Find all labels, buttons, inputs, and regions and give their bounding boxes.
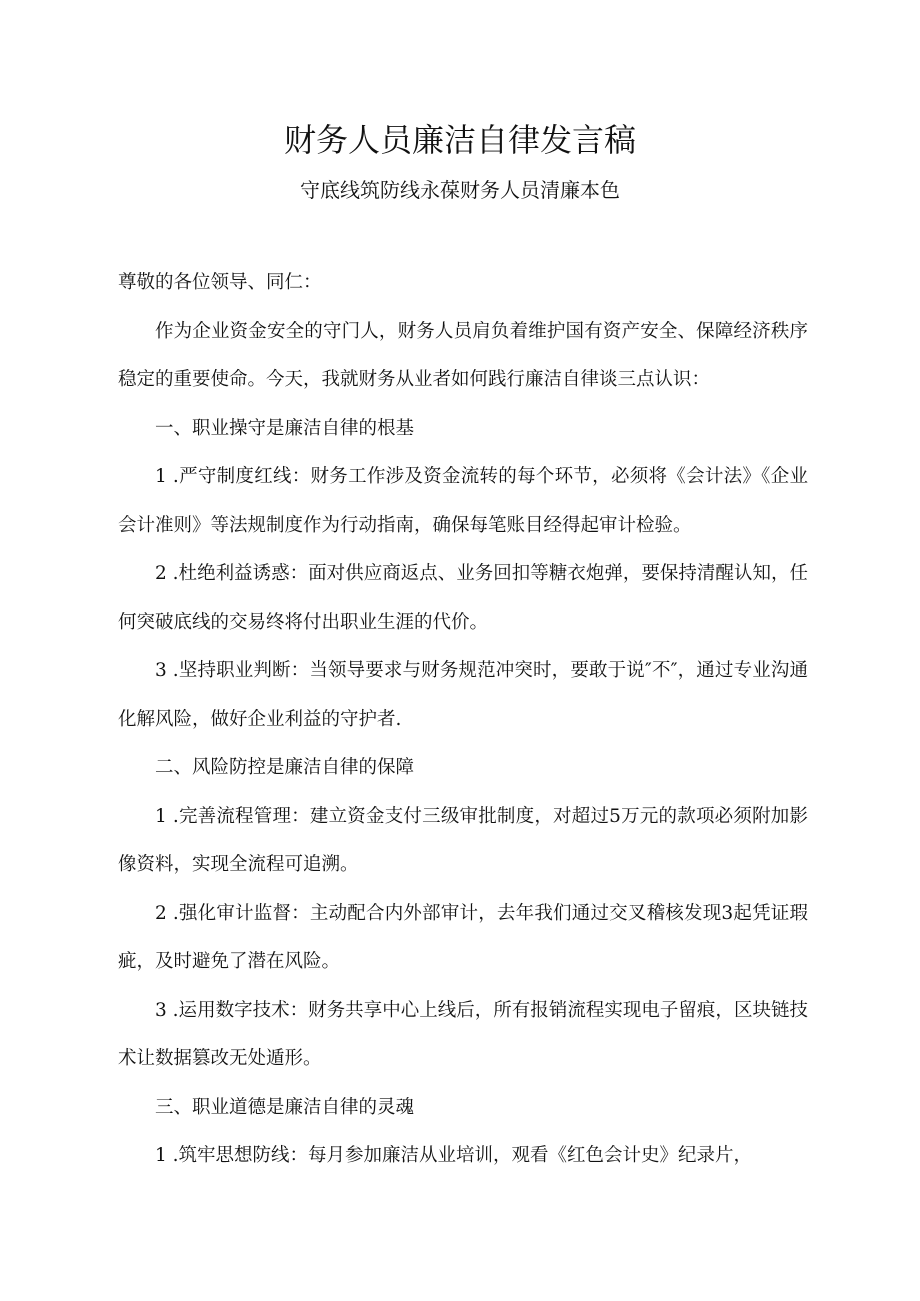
document-body (118, 259, 808, 1181)
section-2-item-1: 1 .完善流程管理：建立资金支付三级审批制度，对超过5万元的款项必须附加影像资料，实现全流程可追溯。 (118, 805, 808, 875)
section-1-item-1: 1 .严守制度红线：财务工作涉及资金流转的每个环节，必须将《会计法》《企业会计准则》等法规制度作为行动指南，确保每笔账目经得起审计检验。 (118, 466, 808, 536)
document-title: 财务人员廉洁自律发言稿 (283, 121, 636, 159)
document-subtitle: 守底线筑防线永葆财务人员清廉本色 (300, 178, 620, 202)
section-2-item-2: 2 .强化审计监督：主动配合内外部审计，去年我们通过交叉稽核发现3起凭证瑕疵，及时避免了潜在风险。 (118, 902, 808, 972)
section-1-item-3: 3 .坚持职业判断：当领导要求与财务规范冲突时，要敢于说″不″，通过专业沟通化解风险，做好企业利益的守护者. (118, 660, 808, 730)
section-3-item-1: 1 .筑牢思想防线：每月参加廉洁从业培训，观看《红色会计史》纪录片， (155, 1145, 753, 1166)
section-1-item-2: 2 .杜绝利益诱惑：面对供应商返点、业务回扣等糖衣炮弹，要保持清醒认知，任何突破底线的交易终将付出职业生涯的代价。 (118, 563, 808, 633)
section-2-item-3: 3 .运用数字技术：财务共享中心上线后，所有报销流程实现电子留痕，区块链技术让数据篡改无处遁形。 (118, 999, 808, 1069)
section-heading-2: 二、风险防控是廉洁自律的保障 (155, 757, 415, 778)
intro-paragraph: 作为企业资金安全的守门人，财务人员肩负着维护国有资产安全、保障经济秩序稳定的重要使命。今天，我就财务从业者如何践行廉洁自律谈三点认识： (118, 320, 808, 390)
section-heading-1: 一、职业操守是廉洁自律的根基 (155, 417, 415, 439)
section-heading-3: 三、职业道德是廉洁自律的灵魂 (155, 1096, 415, 1118)
salutation: 尊敬的各位领导、同仁： (118, 272, 322, 293)
